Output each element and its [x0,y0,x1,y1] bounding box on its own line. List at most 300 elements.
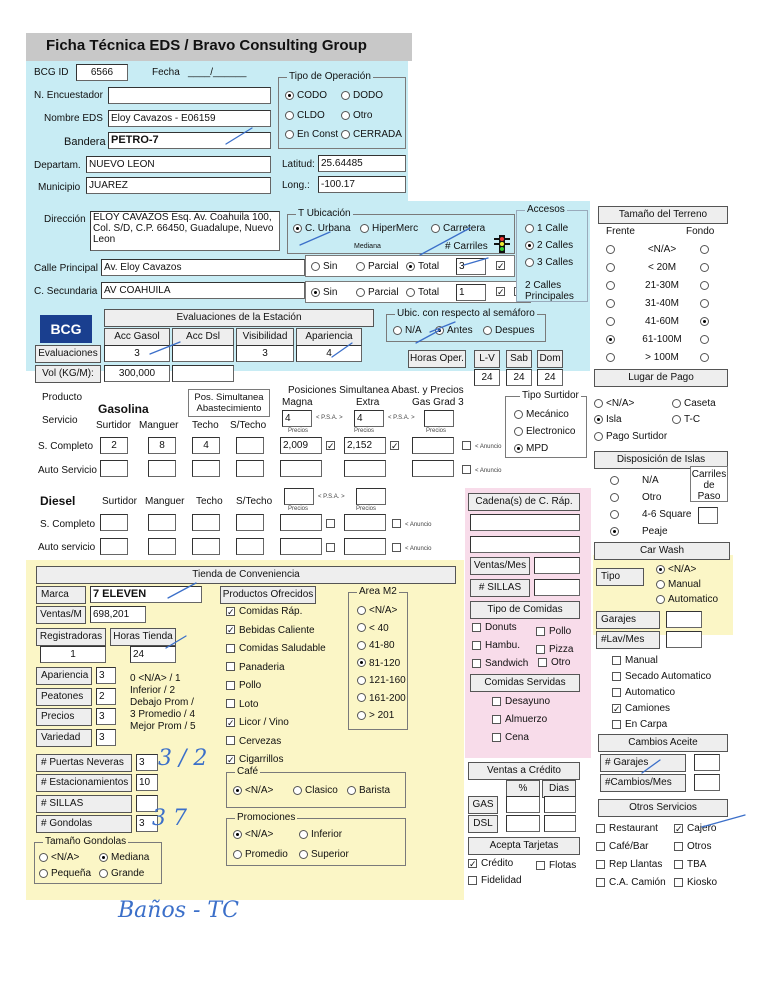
producto-check[interactable]: Cervezas [226,736,281,747]
check-pollo-food[interactable]: Pollo [536,626,571,637]
apariencia-field[interactable]: 3 [96,667,116,684]
dsl-as-surtidor[interactable] [100,538,128,555]
dsl-precio-field-2[interactable] [344,514,386,531]
gas-manguer-field[interactable]: 8 [148,437,176,454]
extra-precios-tag: Precios [354,428,375,434]
producto-check[interactable]: Pollo [226,680,261,691]
terreno-row[interactable]: 31-40M [606,298,712,309]
check-donuts[interactable]: Donuts [472,622,517,633]
radio-pago-isla[interactable]: Isla [594,414,622,425]
diesel-manguer-label: Manguer [145,496,185,507]
lugar-pago-title: Lugar de Pago [594,369,728,387]
check-flotas[interactable]: Flotas [536,860,576,871]
radio-parcial-2[interactable]: Parcial [356,287,399,298]
stecho-label: S/Techo [230,420,267,431]
gas3-psa-field[interactable] [424,410,454,427]
car-wash-title: Car Wash [594,542,730,560]
dsl-as-techo[interactable] [192,538,220,555]
promociones-title: Promociones [237,812,296,823]
terreno-title: Tamaño del Terreno [598,206,728,224]
radio-cafe-clasico[interactable]: Clasico [293,785,338,796]
tipo-operacion-group [278,71,406,149]
auto-servicio-label-dsl: Auto servicio [38,542,96,553]
credito-dsl-pct[interactable] [506,815,540,832]
radio-mecanico[interactable]: Mecánico [514,409,569,420]
horas-col-dom: Dom [537,350,563,368]
eval-apariencia-field[interactable]: 4 [296,345,362,362]
magna-psa-tag: < P.S.A. > [316,415,343,421]
area-radio[interactable]: 81-120 [357,658,400,669]
lav-mes-field[interactable] [666,631,702,648]
radio-codo[interactable]: CODO [285,90,327,101]
check-credito[interactable]: ✓ Crédito [469,858,514,869]
radio-parcial-1[interactable]: Parcial [356,261,399,272]
dsl-precio-field[interactable] [280,514,322,531]
municipio-field[interactable]: JUAREZ [86,177,271,194]
ubicacion-group [287,208,515,254]
radio-c-urbana[interactable]: C. Urbana [293,223,351,234]
registradoras-label: Registradoras [36,628,106,646]
check-cafe-bar[interactable]: Café/Bar [596,841,648,852]
check-cw-carpa[interactable]: En Carpa [612,719,667,730]
radio-gondola-na[interactable]: <N/A> [39,852,79,863]
gas-as-extra[interactable] [344,460,386,477]
cadena-field-2[interactable] [470,536,580,553]
eval-acc-gasol-field[interactable]: 3 [104,345,170,362]
ventas-mes-field[interactable] [534,557,580,574]
horas-dom-field[interactable]: 24 [537,369,563,386]
tamano-gondolas-group [34,836,162,884]
evaluaciones-section-title: Evaluaciones de la Estación [104,309,374,327]
terreno-row[interactable]: 21-30M [606,280,712,291]
radio-gondola-pequena[interactable]: Pequeña [39,868,91,879]
radio-cafe-na[interactable]: <N/A> [233,785,273,796]
peatones-field[interactable]: 2 [96,688,116,705]
radio-2-calles[interactable]: 2 Calles [525,240,573,251]
carriles-field-2[interactable]: 1 [456,284,486,301]
credito-gas-pct[interactable] [506,796,540,813]
calle-secundaria-label: C. Secundaria [34,286,98,297]
tipo-operacion-title: Tipo de Operación [289,71,371,82]
check-cw-camiones[interactable]: ✓ Camiones [613,703,671,714]
bcg-id-label: BCG ID [34,67,69,78]
radio-cerrada[interactable]: CERRADA [341,129,402,140]
magna-label: Magna [282,397,313,408]
extra-label: Extra [356,397,380,408]
radio-gondola-grande[interactable]: Grande [99,868,144,879]
gas-stecho-field[interactable] [236,437,264,454]
dsl-anuncio-check[interactable]: < Anuncio [392,518,432,529]
marca-label: Marca [36,586,86,604]
check-cw-automatico[interactable]: Automatico [612,687,675,698]
horas-oper-label: Horas Oper. [408,350,466,368]
radio-1-calle[interactable]: 1 Calle [525,223,568,234]
diesel-psa-field-2[interactable] [356,488,386,505]
radio-islas-otro[interactable]: Otro [610,492,661,503]
dsl-as-precio-2[interactable] [344,538,386,555]
area-radio[interactable]: < 40 [357,623,389,634]
cambios-aceite-title: Cambios Aceite [598,734,728,752]
radio-electronico[interactable]: Electronico [514,426,575,437]
gas-as-gas3[interactable] [412,460,454,477]
check-cw-secado[interactable]: Secado Automatico [612,671,711,682]
peatones-label: Peatones [36,688,92,706]
terreno-row[interactable]: <N/A> [606,244,712,255]
magna-check[interactable]: ✓ [327,440,335,451]
precios-label: Precios [36,708,92,726]
longitud-field[interactable]: -100.17 [318,176,406,193]
extra-check[interactable]: ✓ [391,440,399,451]
mediana-check-1[interactable]: ✓ [497,260,505,271]
diesel-surtidor-label: Surtidor [102,496,138,507]
calle-principal-label: Calle Principal [34,263,98,274]
ventas-m-label: Ventas/M [36,606,86,624]
area-radio[interactable]: 161-200 [357,693,406,704]
garajes-field[interactable] [666,611,702,628]
area-group [348,586,408,730]
area-radio[interactable]: 41-80 [357,640,395,651]
radio-en-const[interactable]: En Const [285,129,338,140]
neveras-field[interactable]: 3 [136,754,158,771]
check-tba[interactable]: TBA [674,859,706,870]
bcg-id-field[interactable]: 6566 [76,64,128,81]
radio-3-calles[interactable]: 3 Calles [525,257,573,268]
check-fidelidad[interactable]: Fidelidad [468,875,522,886]
calle-secundaria-field[interactable]: AV COAHUILA [101,282,305,299]
aceite-cambios-field[interactable] [694,774,720,791]
eval-visibilidad-field[interactable]: 3 [236,345,294,362]
nombre-eds-label: Nombre EDS [44,113,103,124]
gas3-precios-tag: Precios [426,428,447,434]
variedad-field[interactable]: 3 [96,729,116,746]
dsl-stecho-field[interactable] [236,514,264,531]
mediana-label: Mediana [354,243,381,250]
page-title: Ficha Técnica EDS / Bravo Consulting Group [46,37,367,54]
radio-promo-na[interactable]: <N/A> [233,829,273,840]
handwriting-neveras: 3 / 2 [158,746,208,771]
fondo-label: Fondo [686,226,715,237]
mediana-check-2[interactable]: ✓ [497,286,505,297]
gas-surtidor-field[interactable]: 2 [100,437,128,454]
vol-label: Vol (KG/M): [35,365,101,383]
registradoras-field[interactable]: 1 [40,646,106,663]
radio-cldo[interactable]: CLDO [285,110,325,121]
marca-field[interactable]: 7 ELEVEN [90,586,202,603]
diesel-psa-field[interactable] [284,488,314,505]
credito-dias-label: Dias [542,780,576,798]
fecha-label: Fecha [152,67,180,78]
radio-islas-4-6[interactable]: 4-6 Square [610,509,691,520]
check-rep-llantas[interactable]: Rep Llantas [596,859,662,870]
accesos-group [516,204,588,302]
calle-principal-field[interactable]: Av. Eloy Cavazos [101,259,305,276]
tipo-surtidor-group [505,390,587,458]
mediana-row-2 [305,281,531,303]
gondolas-field[interactable]: 3 [136,815,158,832]
check-hambu[interactable]: Hambu. [472,640,520,651]
radio-promo-promedio[interactable]: Promedio [233,849,288,860]
check-otro-food[interactable]: Otro [538,657,570,668]
check-restaurant[interactable]: Restaurant [596,823,658,834]
mediana-row-1 [305,255,515,277]
sillas-food-field[interactable] [534,579,580,596]
comidas-servidas-title: Comidas Servidas [470,674,580,692]
gas-as-manguer[interactable] [148,460,176,477]
gas-as-anuncio-check[interactable]: < Anuncio [462,464,502,475]
semaforo-title: Ubic. con respecto al semáforo [397,308,535,319]
fecha-field[interactable]: ____/______ [188,67,247,78]
servicio-label: Servicio [42,415,78,426]
estacionamientos-field[interactable]: 10 [136,774,158,791]
radio-islas-na[interactable]: N/A [610,475,659,486]
neveras-label: # Puertas Neveras [36,754,132,772]
encuestador-label: N. Encuestador [34,90,103,101]
variedad-label: Variedad [36,729,92,747]
diesel-precios-tag: Precios [288,506,309,512]
radio-carretera[interactable]: Carretera [431,223,485,234]
radio-cw-na[interactable]: <N/A> [656,564,696,575]
radio-cw-automatico[interactable]: Automatico [656,594,718,605]
municipio-label: Municipio [38,182,81,193]
tipo-surtidor-title: Tipo Surtidor [522,390,579,401]
dsl-techo-field[interactable] [192,514,220,531]
radio-sin-2[interactable]: Sin [311,287,337,298]
producto-check[interactable]: ✓ Cigarrillos [227,754,284,765]
gas-grad3-label: Gas Grad 3 [412,397,464,408]
radio-total-1[interactable]: Total [406,261,439,272]
check-desayuno[interactable]: Desayuno [492,696,550,707]
radio-cafe-barista[interactable]: Barista [347,785,390,796]
producto-check[interactable]: Loto [226,699,258,710]
radio-pago-na[interactable]: <N/A> [594,398,634,409]
direccion-label: Dirección [44,214,86,225]
cafe-group [226,766,406,808]
area-title: Area M2 [359,586,397,597]
extra-psa-tag: < P.S.A. > [388,415,415,421]
credito-gas-label: GAS [468,796,498,814]
horas-col-lv: L-V [474,350,500,368]
radio-hipermerc[interactable]: HiperMerc [360,223,418,234]
magna-precios-tag: Precios [288,428,309,434]
radio-dodo[interactable]: DODO [341,90,383,101]
radio-icon [285,91,294,100]
radio-pago-tc[interactable]: T-C [672,414,700,425]
sillas-food-label: # SILLAS [470,579,530,597]
surtidor-label: Surtidor [96,420,132,431]
horas-tienda-label: Horas Tienda [110,628,176,646]
producto-check[interactable]: ✓ Licor / Vino [227,717,289,728]
encuestador-field[interactable] [108,87,271,104]
semaforo-group [386,308,546,342]
eval-acc-dsl-field[interactable] [172,345,234,362]
techo-label: Techo [192,420,219,431]
gas-as-techo[interactable] [192,460,220,477]
gasolina-label: Gasolina [98,402,149,416]
producto-check[interactable]: ✓ Comidas Ráp. [227,606,303,617]
islas-title: Disposición de Islas [594,451,728,469]
gondolas-label: # Gondolas [36,815,132,833]
latitud-label: Latitud: [282,159,315,170]
check-cajero[interactable]: ✓ Cajero [675,823,717,834]
col-visibilidad: Visibilidad [236,328,294,346]
check-kiosko[interactable]: Kiosko [674,877,717,888]
ventas-credito-title: Ventas a Crédito [468,762,580,780]
tienda-title: Tienda de Conveniencia [36,566,456,584]
dsl-as-stecho[interactable] [236,538,264,555]
handwriting-banos: Baños - TC [118,898,239,923]
col-acc-gasol: Acc Gasol [104,328,170,346]
credito-gas-dias[interactable] [544,796,576,813]
dsl-as-check[interactable] [326,542,339,553]
garajes-label: Garajes [596,611,660,629]
departamento-field[interactable]: NUEVO LEON [86,156,271,173]
horas-col-sab: Sab [506,350,532,368]
terreno-row[interactable]: 41-60M [606,316,712,327]
aceite-cambios-label: #Cambios/Mes [600,774,686,792]
terreno-row[interactable]: > 100M [606,352,712,363]
radio-pago-surtidor[interactable]: Pago Surtidor [594,431,667,442]
horas-tienda-field[interactable]: 24 [130,646,176,663]
extra-precio-field[interactable]: 2,152 [344,437,386,454]
radio-islas-peaje[interactable]: Peaje [610,526,668,537]
magna-precio-field[interactable]: 2,009 [280,437,322,454]
radio-cw-manual[interactable]: Manual [656,579,701,590]
horas-lv-field[interactable]: 24 [474,369,500,386]
horas-sab-field[interactable]: 24 [506,369,532,386]
vol-extra-field[interactable] [172,365,234,382]
aceite-garajes-field[interactable] [694,754,720,771]
s-completo-label-dsl: S. Completo [40,519,96,530]
magna-psa-field[interactable]: 4 [282,410,312,427]
productos-title: Productos Ofrecidos [220,586,316,604]
gas3-precio-field[interactable] [412,437,454,454]
extra-psa-field[interactable]: 4 [354,410,384,427]
dsl-surtidor-field[interactable] [100,514,128,531]
carriles-paso-label: Carriles de Paso [690,466,728,502]
radio-otro[interactable]: Otro [341,110,372,121]
dsl-as-anuncio-check[interactable]: < Anuncio [392,542,432,553]
estacionamientos-label: # Estacionamientos [36,774,132,792]
radio-gondola-mediana[interactable]: Mediana [99,852,149,863]
tarjetas-title: Acepta Tarjetas [468,837,580,855]
radio-pago-caseta[interactable]: Caseta [672,398,716,409]
dsl-check[interactable] [326,518,339,529]
apariencia-label: Apariencia [36,667,92,685]
carriles-paso-field[interactable] [698,507,718,524]
diesel-psa-tag: < P.S.A. > [318,494,345,500]
carriles-label: # Carriles [445,241,488,252]
direccion-field[interactable]: ELOY CAVAZOS Esq. Av. Coahuila 100, Col. S/D, C.P. 66450, Guadalupe, Nuevo Leon [90,211,280,251]
check-pizza[interactable]: Pizza [536,644,573,655]
longitud-label: Long.: [282,180,310,191]
area-radio[interactable]: 121-160 [357,675,406,686]
manguer-label: Manguer [139,420,179,431]
check-cena[interactable]: Cena [492,732,529,743]
sillas-store-label: # SILLAS [36,795,132,813]
gas-anuncio-check[interactable]: < Anuncio [462,440,502,451]
precios-field[interactable]: 3 [96,708,116,725]
check-otros[interactable]: Otros [674,841,711,852]
vol-field[interactable]: 300,000 [104,365,170,382]
check-ca-camion[interactable]: C.A. Camión [596,877,666,888]
producto-check[interactable]: Comidas Saludable [226,643,326,654]
departamento-label: Departam. [34,160,81,171]
handwriting-gondolas: 3 7 [152,806,187,831]
cafe-title: Café [237,766,259,777]
area-radio[interactable]: > 201 [357,710,394,721]
radio-2-calles-principales[interactable]: 2 Calles Principales [525,280,574,302]
producto-label: Producto [42,392,83,403]
diesel-label: Diesel [40,494,76,508]
producto-check[interactable]: Panaderia [226,662,285,673]
gas-as-stecho[interactable] [236,460,264,477]
cadena-field-1[interactable] [470,514,580,531]
ventas-mes-label: Ventas/Mes [470,557,530,575]
radio-semaforo-despues[interactable]: Despues [483,325,534,336]
aceite-garajes-label: # Garajes [600,754,686,772]
ventas-m-field[interactable]: 698,201 [90,606,146,623]
auto-servicio-label-gas: Auto Servicio [38,465,97,476]
radio-promo-superior[interactable]: Superior [299,849,349,860]
radio-promo-inferior[interactable]: Inferior [299,829,342,840]
radio-semaforo-antes[interactable]: Antes [435,325,473,336]
lav-mes-label: #Lav/Mes [596,631,660,649]
radio-mpd[interactable]: MPD [514,443,548,454]
terreno-row[interactable]: 61-100M [606,334,712,345]
gas-techo-field[interactable]: 4 [192,437,220,454]
terreno-row[interactable]: < 20M [606,262,712,273]
radio-sin-1[interactable]: Sin [311,261,337,272]
radio-total-2[interactable]: Total [406,287,439,298]
dsl-manguer-field[interactable] [148,514,176,531]
dsl-as-manguer[interactable] [148,538,176,555]
area-radio[interactable]: <N/A> [357,605,397,616]
carriles-field-1[interactable]: 3 [456,258,486,275]
gas-as-magna[interactable] [280,460,322,477]
check-sandwich[interactable]: Sandwich [472,658,528,669]
credito-pct-label: % [506,780,540,798]
otros-servicios-title: Otros Servicios [598,799,728,817]
bandera-label: Bandera [64,136,106,148]
promociones-group [226,812,406,866]
tipo-comidas-title: Tipo de Comidas [470,601,580,619]
credito-dsl-dias[interactable] [544,815,576,832]
credito-dsl-label: DSL [468,815,498,833]
frente-label: Frente [606,226,635,237]
pos-sim-label: Pos. Simultanea Abastecimiento [188,389,270,417]
evaluaciones-row-label: Evaluaciones [35,345,101,363]
radio-semaforo-na[interactable]: N/A [393,325,422,336]
check-cw-manual[interactable]: Manual [612,655,658,666]
col-apariencia: Apariencia [296,328,362,346]
bandera-field[interactable]: PETRO-7 [108,132,271,149]
accesos-title: Accesos [527,204,565,215]
cadena-title: Cadena(s) de C. Ráp. [468,493,580,511]
producto-check[interactable]: ✓ Bebidas Caliente [227,624,315,636]
latitud-field[interactable]: 25.64485 [318,155,406,172]
car-wash-tipo-label: Tipo [596,568,644,586]
bcg-logo: BCG [40,315,92,343]
gas-as-surtidor[interactable] [100,460,128,477]
tamano-gondolas-title: Tamaño Gondolas [45,836,127,847]
dsl-as-precio[interactable] [280,538,322,555]
nombre-eds-field[interactable]: Eloy Cavazos - E06159 [108,110,271,127]
diesel-techo-label: Techo [196,496,223,507]
escala-legend: 0 <N/A> / 1 Inferior / 2 Debajo Prom / 3 Promedio / 4 Mejor Prom / 5 [130,673,196,732]
col-acc-dsl: Acc Dsl [172,328,234,346]
s-completo-label-gas: S. Completo [38,441,94,452]
check-almuerzo[interactable]: Almuerzo [492,714,547,725]
